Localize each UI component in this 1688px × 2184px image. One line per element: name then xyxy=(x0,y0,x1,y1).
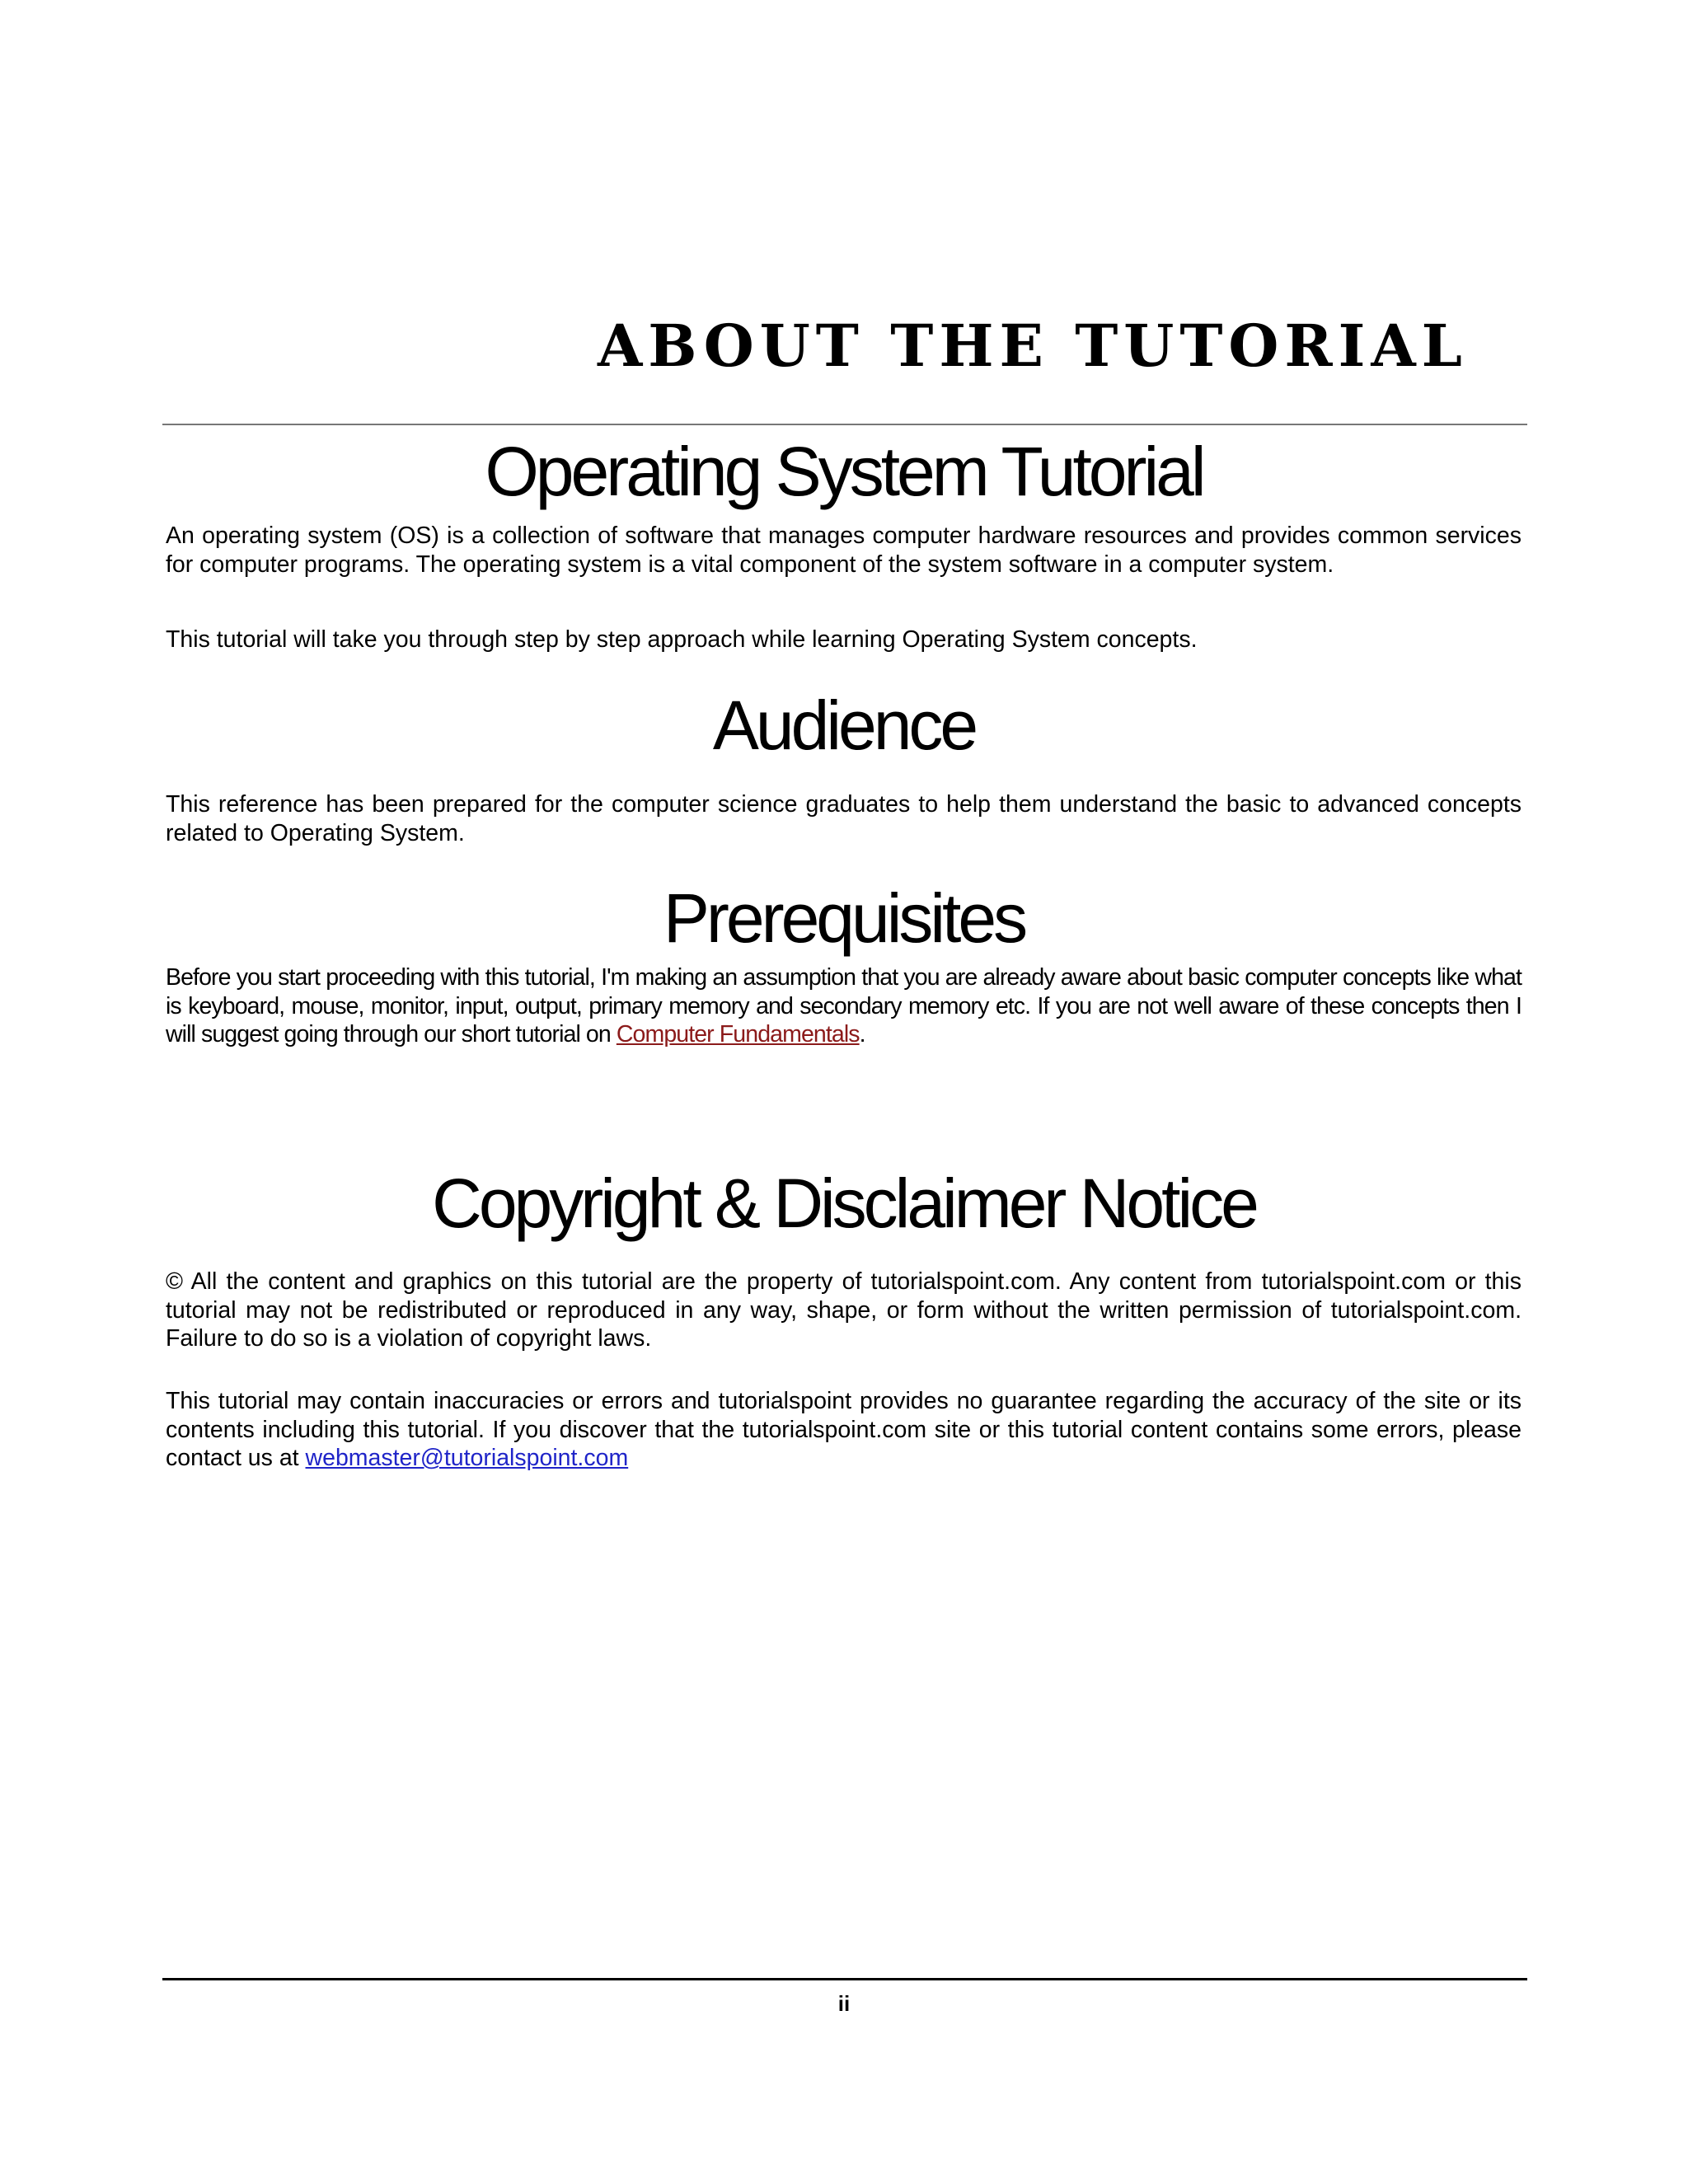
copyright-paragraph-2 xyxy=(166,1387,1522,1473)
prerequisites-paragraph xyxy=(166,963,1522,1049)
chapter-title: ABOUT THE TUTORIAL xyxy=(598,312,1468,380)
prerequisites-text-end: . xyxy=(859,1021,865,1047)
section-heading-audience: Audience xyxy=(712,687,976,764)
header-divider xyxy=(162,424,1527,425)
audience-paragraph: This reference has been prepared for the computer science graduates to help them understand the basic to advanced concepts related to Operating System. xyxy=(166,791,1522,846)
intro-paragraph-1: An operating system (OS) is a collection of software that manages computer hardware resources and provides common services for computer programs. The operating system is a vital component of the system software in a computer system. xyxy=(166,523,1522,578)
intro-paragraph-2: This tutorial will take you through step by step approach while learning Operating System concepts. xyxy=(166,626,1198,653)
prerequisites-text: Before you start proceeding with this tutorial, I'm making an assumption that you are already aware about basic computer concepts like what is keyboard, mouse, monitor, input, output, primary memory and secondary memory etc. If you are not well aware of these concepts then I will suggest going through our short tutorial on xyxy=(166,964,1522,1047)
section-heading-intro: Operating System Tutorial xyxy=(485,433,1203,510)
footer-divider xyxy=(162,1978,1527,1980)
copyright-paragraph-2-text: This tutorial may contain inaccuracies or errors and tutorialspoint provides no guarantee regarding the accuracy of the site or its contents including this tutorial. If you discover that the tutorialspoint.com site or this tutorial content contains some errors, please contact us at xyxy=(166,1388,1522,1471)
webmaster-email-link[interactable]: webmaster@tutorialspoint.com xyxy=(305,1445,629,1471)
computer-fundamentals-link[interactable]: Computer Fundamentals xyxy=(616,1021,860,1047)
section-heading-copyright: Copyright & Disclaimer Notice xyxy=(432,1165,1256,1242)
page-number: ii xyxy=(837,1991,851,2016)
copyright-paragraph-1: © All the content and graphics on this tutorial are the property of tutorialspoint.com. Any content from tutorialspoint.com or this tutorial may not be redistributed or reproduced in any way, shape, or form without the written permission of tutorialspoint.com. Failure to do so is a violation of copyright laws. xyxy=(166,1268,1522,1352)
section-heading-prerequisites: Prerequisites xyxy=(663,879,1025,957)
